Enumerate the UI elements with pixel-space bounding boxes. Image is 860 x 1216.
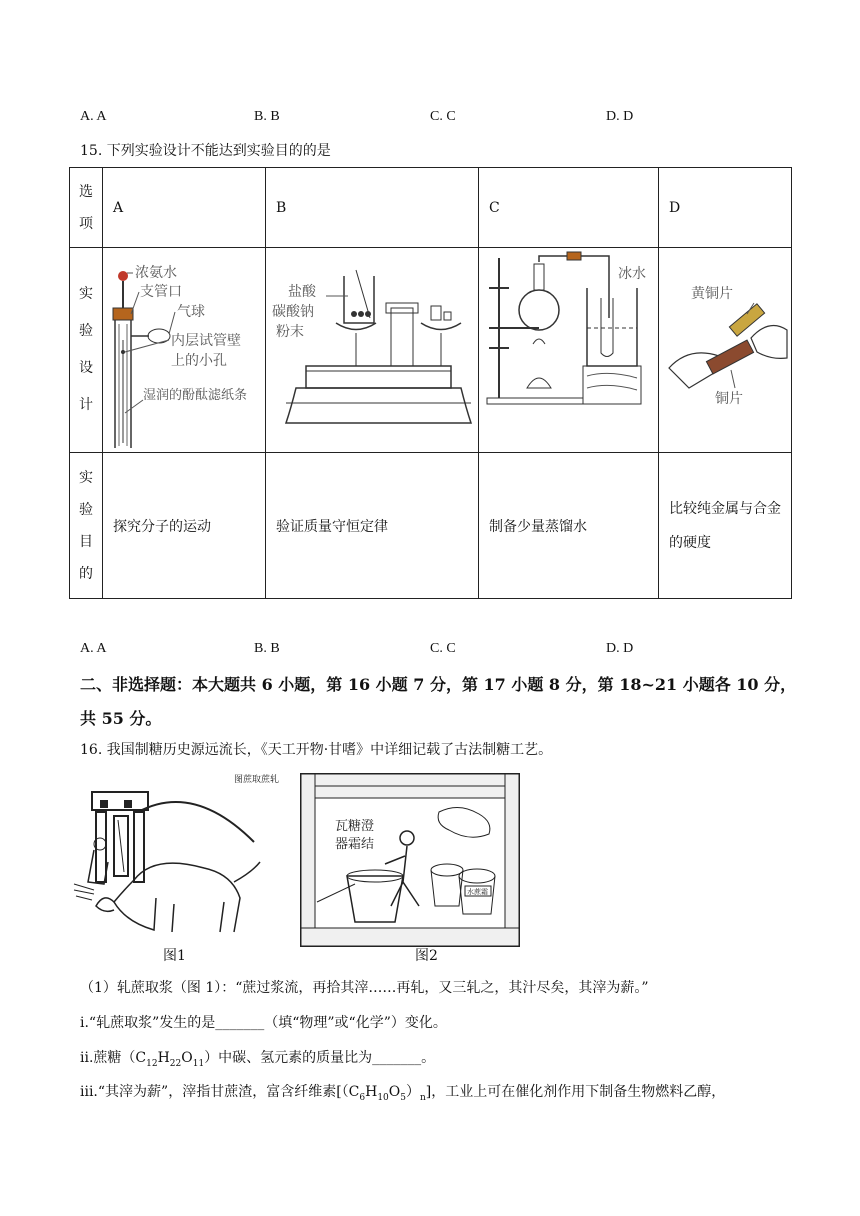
q14-option-b: B. B [254, 109, 280, 124]
fig-a-cell [103, 248, 266, 453]
fig-a-ammonia-diffusion [103, 248, 265, 448]
label-branch-port: 支管口 [140, 284, 182, 300]
fig1-sugarcane-press [74, 772, 280, 942]
q16-stem: 16. 我国制糖历史源远流长，《天工开物·甘嗜》中详细记载了古法制糖工艺。 [80, 742, 553, 758]
row-header-design: 实验设计 [70, 248, 103, 453]
purpose-c: 制备少量蒸馏水 [479, 453, 659, 599]
fig-c-distillation [479, 248, 658, 448]
fig2-sugar-crystallization [299, 772, 521, 948]
row-header-option [70, 168, 103, 248]
col-header-a: A [103, 168, 266, 248]
q16-sub-iii: iii.“其滓为薪”，滓指甘蔗渣，富含纤维素$[(C_6H_{10}O_5)_n]$，工业上可在催化剂作用下制备生物燃料乙醇， [80, 1084, 726, 1103]
col-header-b: B [266, 168, 479, 248]
purpose-d: 比较纯金属与合金的硬度 [659, 453, 792, 599]
col-header-d: D [659, 168, 792, 248]
q15-option-d: D. D [606, 641, 634, 656]
label-powder: 粉末 [276, 324, 304, 340]
label-inner-tube-wall: 内层试管壁 [171, 333, 241, 349]
q16-sub-i: i.“轧蔗取浆”发生的是_______（填“物理”或“化学”）变化。 [80, 1015, 447, 1031]
label-hcl: 盐酸 [288, 284, 316, 300]
fig-b-cell [266, 248, 479, 453]
q16-sub-ii: ii.蔗糖$(C_{12}H_{22}O_{11})$中碳、氢元素的质量比为_______。 [80, 1050, 436, 1069]
row-header-purpose: 实验目的 [70, 453, 103, 599]
label-phenolphthalein-strip: 湿润的酚酞滤纸条 [143, 388, 248, 403]
q15-option-b: B. B [254, 641, 280, 656]
q14-option-a: A. A [80, 109, 107, 124]
q14-option-c: C. C [430, 109, 456, 124]
label-copper: 铜片 [715, 391, 743, 407]
fig-d-cell [659, 248, 792, 453]
purpose-a: 探究分子的运动 [103, 453, 266, 599]
label-balloon: 气球 [177, 304, 205, 320]
fig-c-cell [479, 248, 659, 453]
row-header-option-text: 选项 [79, 183, 93, 232]
fig1-title: 图蔗取蔗轧 [234, 775, 280, 785]
label-conc-ammonia: 浓氨水 [135, 265, 177, 281]
fig-b-balance [266, 248, 476, 448]
fig2-text-1: 瓦糖澄 [335, 819, 375, 834]
section2-line2: 共 55 分。 [80, 709, 162, 728]
label-brass: 黄铜片 [691, 286, 733, 302]
section2-line1: 二、非选择题：本大题共 6 小题，第 16 小题 7 分，第 17 小题 8 分，第 18~21 小题各 10 分， [80, 675, 797, 694]
fig1-caption: 图1 [163, 948, 186, 964]
q15-option-c: C. C [430, 641, 456, 656]
label-sodium-carbonate: 碳酸钠 [272, 304, 314, 320]
q14-option-d: D. D [606, 109, 634, 124]
fig-d-hardness [659, 248, 791, 448]
col-header-c: C [479, 168, 659, 248]
fig2-text-2: 器霜结 [335, 837, 375, 852]
label-ice-water: 冰水 [618, 266, 646, 282]
fig2-jar-label: 水蔗霜 [467, 888, 488, 896]
q15-stem: 15. 下列实验设计不能达到实验目的的是 [80, 143, 331, 159]
fig2-caption: 图2 [415, 948, 438, 964]
q15-option-a: A. A [80, 641, 107, 656]
dropper-bulb [118, 271, 128, 281]
label-small-hole: 上的小孔 [171, 353, 227, 369]
q15-table [69, 167, 792, 599]
purpose-b: 验证质量守恒定律 [266, 453, 479, 599]
q16-part1: （1）轧蔗取浆（图 1）：“蔗过浆流，再拾其滓……再轧，又三轧之，其汁尽矣，其滓为薪。” [80, 980, 649, 996]
